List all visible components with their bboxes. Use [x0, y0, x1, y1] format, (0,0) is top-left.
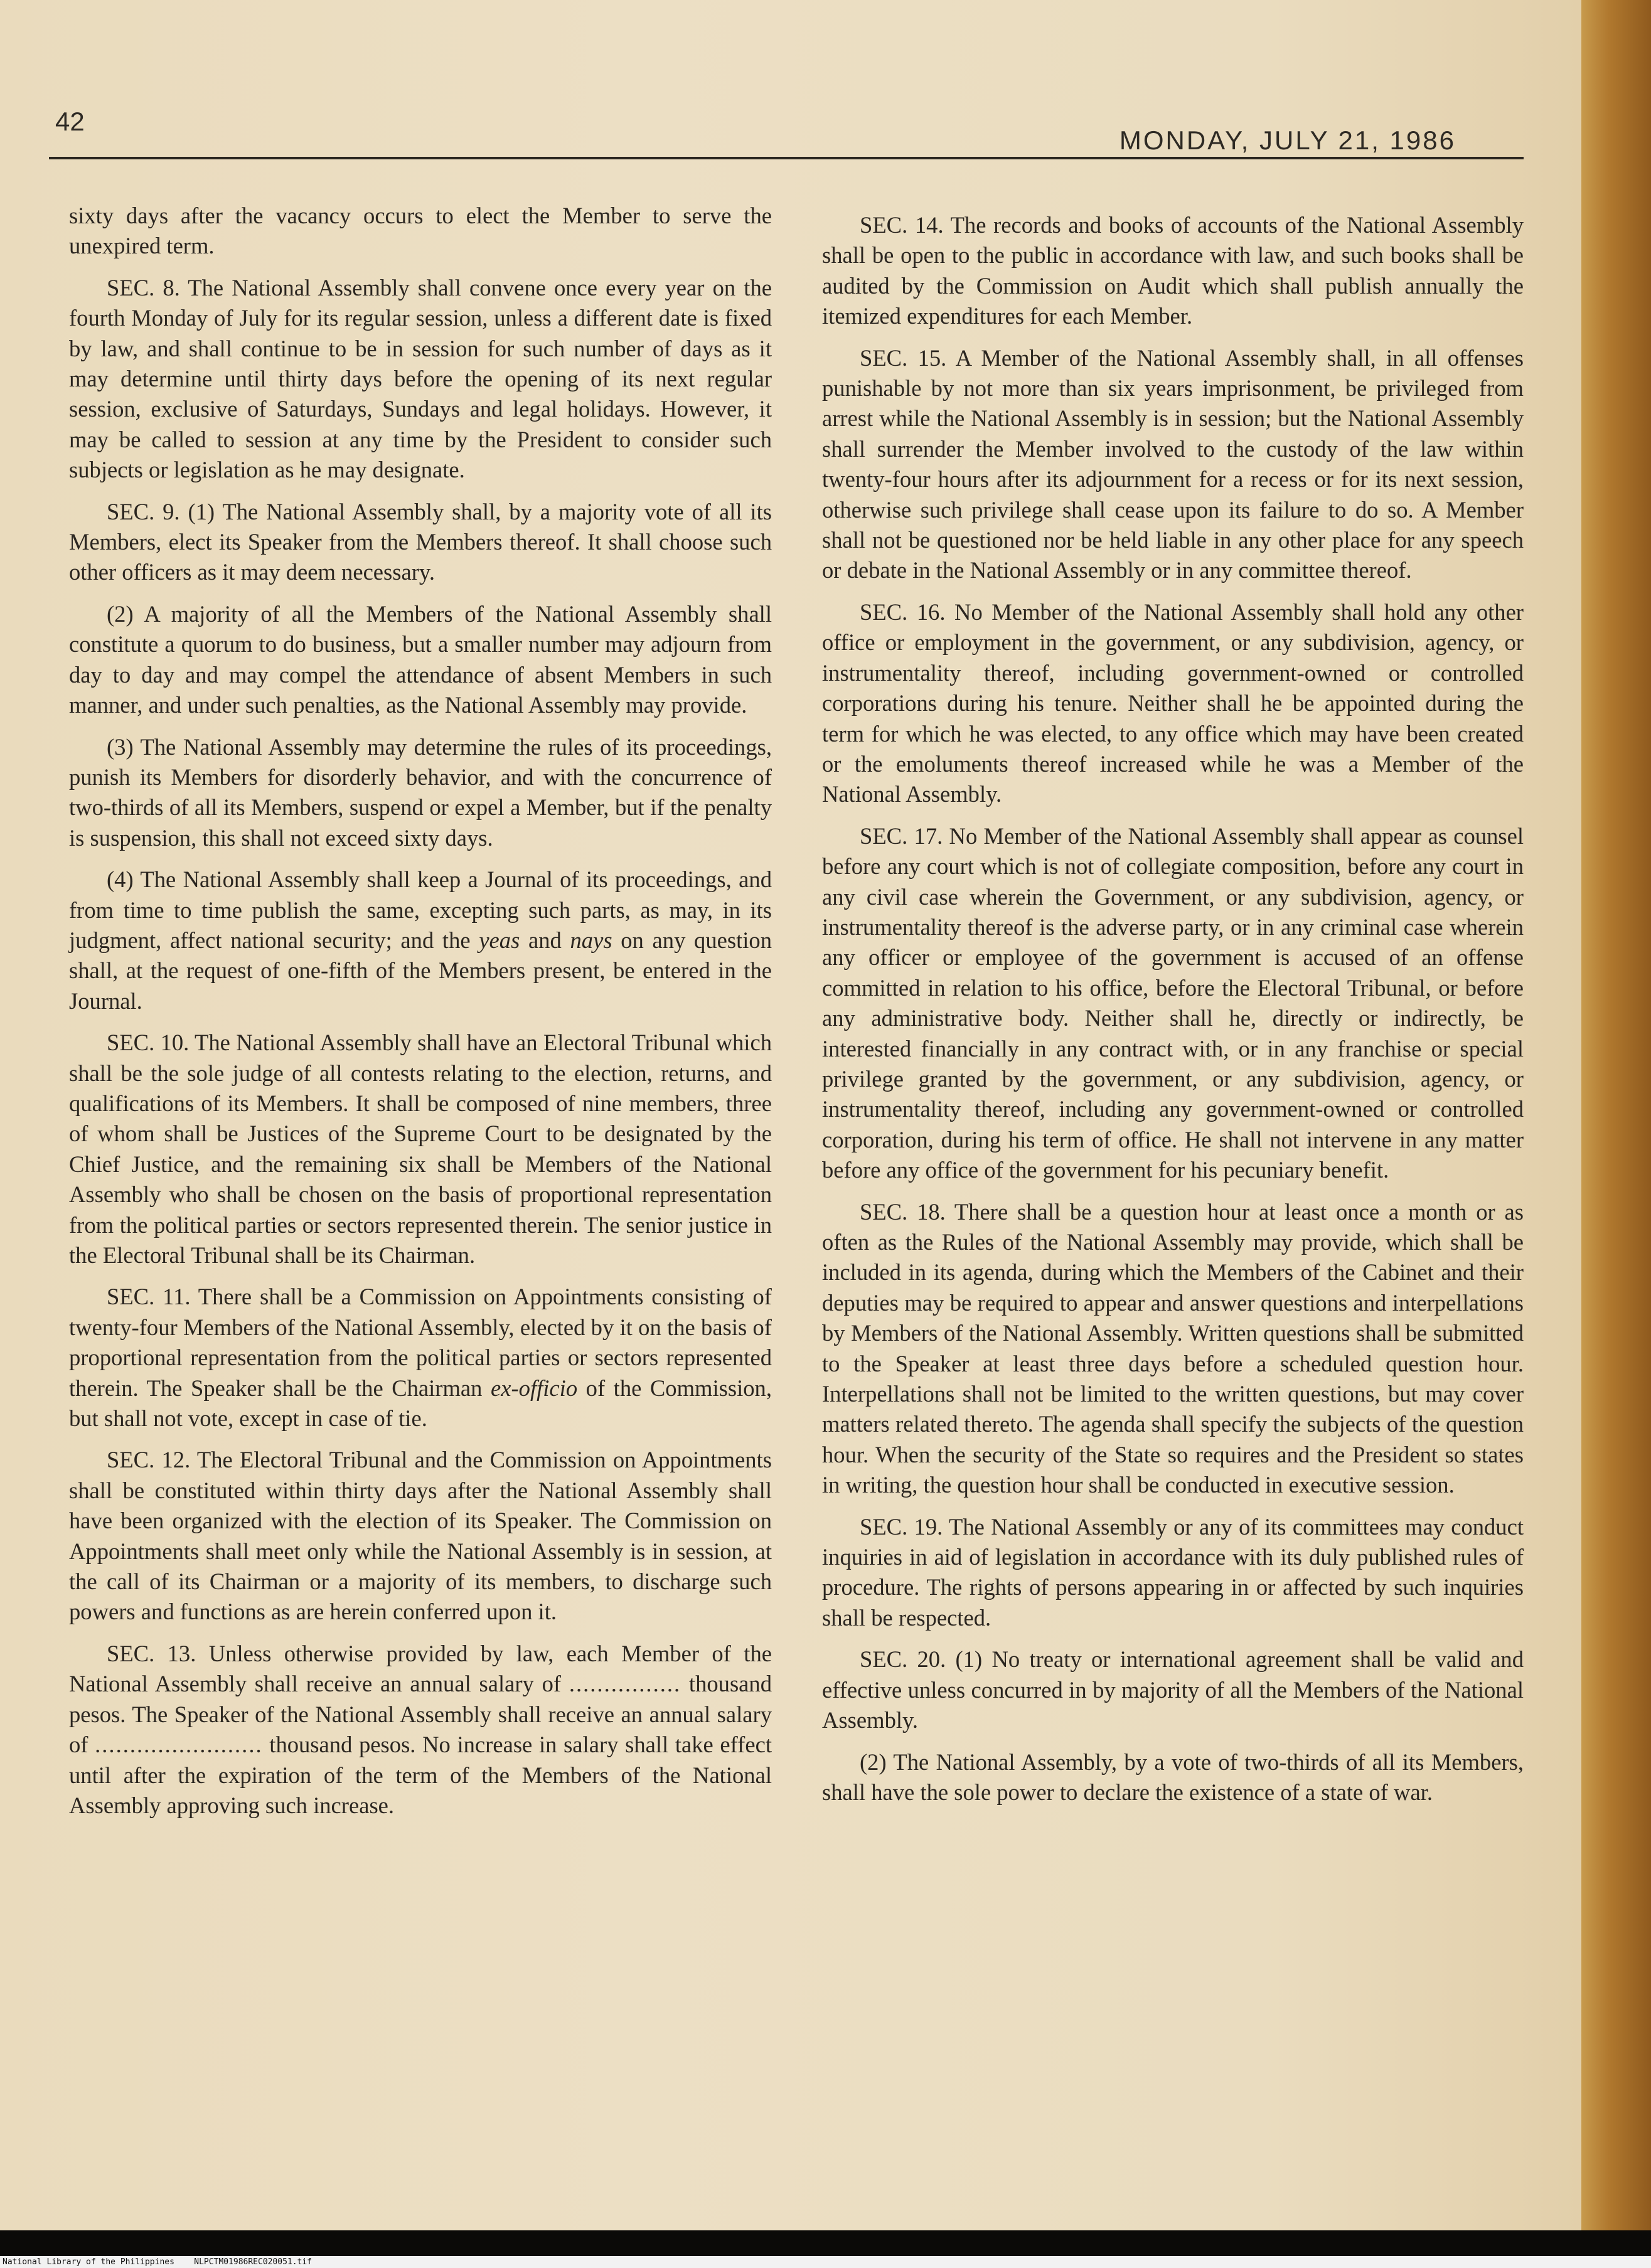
paragraph-sec-13: [69, 1639, 772, 1821]
page-number: 42: [55, 107, 85, 136]
paragraph-sec-16: SEC. 16. No Member of the National Assembly shall hold any other office or employment in the government, or any subdivision, agency, or instrumentality thereof, including government-owned or controlled corporations during his tenure. Neither shall he be appointed during the term for which he was elected, to any office which may have been created or the emoluments thereof increased while he was a Member of the National Assembly.: [822, 599, 1524, 807]
paragraph-sec-17: SEC. 17. No Member of the National Assembly shall appear as counsel before any court which is not of collegiate composition, before any court in any civil case wherein the Government, or any subdivision, agency, or instrumentality thereof is the adverse party, or in any criminal case wherein any officer or employee of the government is accused of an offense committed in relation to his office, before the Electoral Tribunal, or before any administrative body. Neither shall he, directly or indirectly, be interested financially in any contract with, or in any franchise or special privilege granted by the government, or any subdivision, agency, or instrumentality thereof, including any government-owned or controlled corporation, during his term of office. He shall not intervene in any matter before any office of the government for his pecuniary benefit.: [822, 823, 1524, 1183]
text-run: thousand pesos. No increase in salary shall take effect until after the expiration of the term of the Members of the National Assembly approving such increase.: [69, 1732, 772, 1818]
paragraph-sec-15: SEC. 15. A Member of the National Assembly shall, in all offenses punishable by not more than six years imprisonment, be privileged from arrest while the National Assembly is in session; but the National Assembly shall surrender the Member involved to the custody of the law within twenty-four hours after its adjournment for a recess or for its next session, otherwise such privilege shall cease upon its failure to do so. A Member shall not be questioned nor be held liable in any other place for any speech or debate in the National Assembly or in any committee thereof.: [822, 344, 1524, 583]
footer-library: National Library of the Philippines: [3, 2257, 174, 2267]
paragraph-sec-18: SEC. 18. There shall be a question hour at least once a month or as often as the Rules of the National Assembly may provide, which shall be included in its agenda, during which the Members of the Cabinet and their deputies may be required to appear and answer questions and interpellations by Members of the National Assembly. Written questions shall be submitted to the Speaker at least three days before a scheduled question hour. Interpellations shall not be limited to the written questions, but may cover matters related thereto. The agenda shall specify the subjects of the question hour. When the security of the State so requires and the President so states in writing, the question hour shall be conducted in executive session.: [822, 1198, 1524, 1498]
footer-file: NLPCTM01986REC020051.tif: [194, 2257, 313, 2267]
paragraph-sec-9-3: (3) The National Assembly may determine the rules of its proceedings, punish its Members for disorderly behavior, and with the concurrence of two-thirds of all its Members, suspend or expel a Member, but if the penalty is suspension, this shall not exceed sixty days.: [69, 733, 772, 851]
text-run: SEC. 13. Unless otherwise provided by law, each Member of the National Assembly shall receive an annual salary of: [69, 1640, 772, 1697]
text-run: on any question shall, at the request of one-fifth of the Members present, be entered in the Journal.: [69, 927, 772, 1014]
salary-blank: ........................: [95, 1732, 263, 1758]
italic-term: ex-officio: [491, 1375, 578, 1401]
paragraph-sec-11: [69, 1282, 772, 1434]
italic-term: yeas: [479, 927, 520, 953]
salary-blank: ................: [569, 1671, 681, 1697]
text-run: thousand pesos. The Speaker of the National Assembly shall receive an annual salary of: [69, 1671, 772, 1758]
text-run: of the Commission, but shall not vote, except in case of tie.: [69, 1375, 772, 1432]
left-column: [69, 201, 772, 1832]
paragraph-sec-12: SEC. 12. The Electoral Tribunal and the Commission on Appointments shall be constituted within thirty days after the National Assembly shall have been organized with the election of its Speaker. The Commission on Appointments shall meet only while the National Assembly is in session, at the call of its Chairman or a majority of its members, to discharge such powers and functions as are herein conferred upon it.: [69, 1447, 772, 1625]
right-column: [822, 210, 1524, 1819]
paragraph-sec-14: SEC. 14. The records and books of accounts of the National Assembly shall be open to the public in accordance with law, and such books shall be audited by the Commission on Audit which shall publish annually the itemized expenditures for each Member.: [822, 212, 1524, 329]
header-rule: [49, 157, 1524, 159]
paragraph-sec-20-2: (2) The National Assembly, by a vote of two-thirds of all its Members, shall have the sole power to declare the existence of a state of war.: [822, 1749, 1524, 1805]
book-spine: [1581, 0, 1651, 2230]
paragraph-sec-19: SEC. 19. The National Assembly or any of its committees may conduct inquiries in aid of legislation in accordance with its duly published rules of procedure. The rights of persons appearing in or affected by such inquiries shall be respected.: [822, 1513, 1524, 1631]
text-run: (4) The National Assembly shall keep a Journal of its proceedings, and from time to time publish the same, excepting such parts, as may, in its judgment, affect national security; and the: [69, 866, 772, 953]
page-date: MONDAY, JULY 21, 1986: [1119, 125, 1456, 155]
paragraph-sec-8: SEC. 8. The National Assembly shall convene once every year on the fourth Monday of July for its regular session, unless a different date is fixed by law, and shall continue to be in session for such number of days as it may determine until thirty days before the opening of its next regular session, exclusive of Saturdays, Sundays and legal holidays. However, it may be called to session at any time by the President to consider such subjects or legislation as he may designate.: [69, 274, 772, 483]
paragraph-sec-9-2: (2) A majority of all the Members of the National Assembly shall constitute a quorum to do business, but a smaller number may adjourn from day to day and may compel the attendance of absent Members in such manner, and under such penalties, as the National Assembly may provide.: [69, 600, 772, 718]
paragraph-continuation: sixty days after the vacancy occurs to elect the Member to serve the unexpired term.: [69, 203, 772, 259]
text-run: and: [520, 927, 570, 953]
paragraph-sec-10: SEC. 10. The National Assembly shall have an Electoral Tribunal which shall be the sole judge of all contests relating to the election, returns, and qualifications of its Members. It shall be composed of nine members, three of whom shall be Justices of the Supreme Court to be designated by the Chief Justice, and the remaining six shall be Members of the National Assembly who shall be chosen on the basis of proportional representation from the political parties or sectors represented therein. The senior justice in the Electoral Tribunal shall be its Chairman.: [69, 1030, 772, 1268]
paragraph-sec-20-1: SEC. 20. (1) No treaty or international agreement shall be valid and effective unless concurred in by majority of all the Members of the National Assembly.: [822, 1646, 1524, 1733]
text-run: SEC. 11. There shall be a Commission on Appointments consisting of twenty-four Members of the National Assembly, elected by it on the basis of proportional representation from the political parties or sectors represented therein. The Speaker shall be the Chairman: [69, 1284, 772, 1401]
italic-term: nays: [570, 927, 612, 953]
paragraph-sec-9-1: SEC. 9. (1) The National Assembly shall, by a majority vote of all its Members, elect its Speaker from the Members thereof. It shall choose such other officers as it may deem necessary.: [69, 498, 772, 585]
paragraph-sec-9-4: [69, 865, 772, 1016]
scan-footer-text: [0, 2256, 1651, 2268]
